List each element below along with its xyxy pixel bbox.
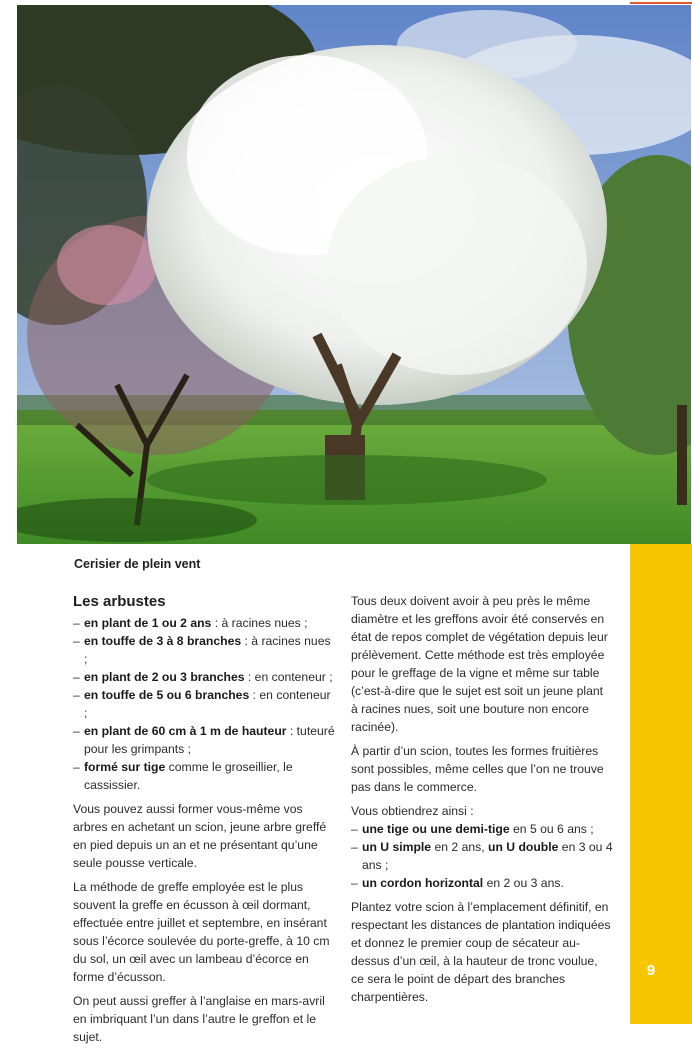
list-item: – un U simple en 2 ans, un U double en 3 ou 4 ans ; (351, 840, 613, 872)
list-item: – un cordon horizontal en 2 ou 3 ans. (351, 876, 564, 890)
paragraph: À partir d’un scion, toutes les formes fruitières sont possibles, même celles que l’on ne trouve pas dans le commerce. (351, 744, 604, 794)
arbustes-list (73, 614, 335, 794)
paragraph: Plantez votre scion à l’emplacement définitif, en respectant les distances de plantation indiquées et donnez le premier coup de sécateur au-dessus d’un œil, à la hauteur de tronc voulue, ce sera le point de départ des branches charpentières. (351, 900, 611, 1004)
paragraph: La méthode de greffe employée est le plus souvent la greffe en écusson à œil dormant, effectuée entre juillet et septembre, en insérant sous l’écorce soulevée du porte-greffe, à 10 cm du sol, un œil avec un lambeau d’écorce en forme d’écusson. (73, 880, 330, 984)
cherry-tree-photo (17, 5, 691, 544)
formes-list (351, 820, 613, 892)
list-item: – en touffe de 5 ou 6 branches : en conteneur ; (73, 688, 331, 720)
left-column (73, 592, 335, 1052)
right-column (351, 592, 613, 1012)
photo-caption: Cerisier de plein vent (74, 557, 201, 571)
yellow-side-band (630, 544, 692, 1024)
list-item: – en plant de 2 ou 3 branches : en conteneur ; (73, 670, 333, 684)
list-item: – en plant de 1 ou 2 ans : à racines nues ; (73, 616, 308, 630)
list-item: – une tige ou une demi-tige en 5 ou 6 ans ; (351, 822, 594, 836)
paragraph: Vous obtiendrez ainsi : (351, 804, 474, 818)
section-title: Les arbustes (73, 593, 166, 610)
page-number: 9 (646, 962, 656, 979)
paragraph: On peut aussi greffer à l’anglaise en mars-avril en imbriquant l’un dans l’autre le greffon et le sujet. (73, 994, 325, 1044)
paragraph: Vous pouvez aussi former vous-même vos arbres en achetant un scion, jeune arbre greffé en pied depuis un an et ne présentant qu’une seule pousse verticale. (73, 802, 327, 870)
list-item: – en touffe de 3 à 8 branches : à racines nues ; (73, 634, 331, 666)
top-accent-rule (630, 2, 692, 4)
paragraph: Tous deux doivent avoir à peu près le même diamètre et les greffons avoir été conservés en état de repos complet de végétation depuis leur prélèvement. Cette méthode est très employée pour le greffage de la vigne et même sur table (c’est-à-dire que le sujet est soit un jeune plant à racines nues, soit une bouture non encore racinée). (351, 594, 608, 734)
list-item: – en plant de 60 cm à 1 m de hauteur : tuteuré pour les grimpants ; (73, 724, 335, 756)
list-item: – formé sur tige comme le groseillier, le cassissier. (73, 760, 293, 792)
